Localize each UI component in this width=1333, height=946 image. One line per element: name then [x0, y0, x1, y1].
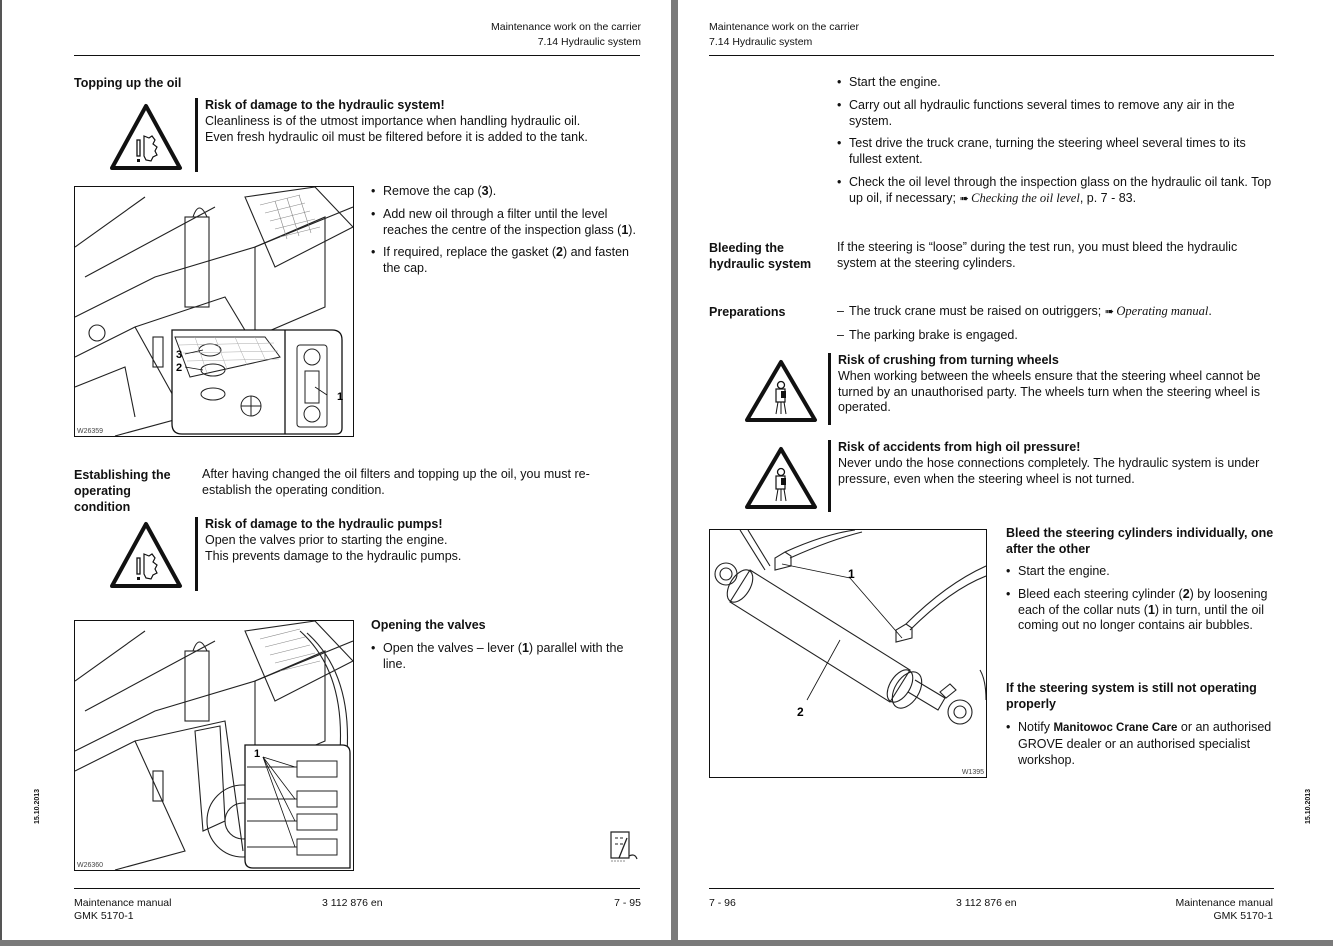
list-item: • Test drive the truck crane, turning the steering wheel several times to its fullest extent.	[837, 136, 1277, 168]
warning-bar	[195, 517, 198, 591]
warning-bar	[828, 440, 831, 512]
section-title-valves: Opening the valves	[371, 618, 486, 632]
header-section: 7.14 Hydraulic system	[537, 35, 641, 48]
margin-date: 15.10.2013	[34, 788, 41, 824]
link-arrow-icon: ➠	[959, 192, 968, 205]
warning-text: When working between the wheels ensure that the steering wheel cannot be turned by an unauthorised party. The wheels turn when the steering wheel is operated.	[838, 368, 1261, 415]
list-item: – The parking brake is engaged.	[837, 328, 1277, 344]
figure-id: W26359	[77, 428, 104, 435]
topping-steps	[371, 184, 641, 284]
warning-hydraulic-damage-icon	[108, 520, 184, 590]
warning-line: This prevents damage to the hydraulic pumps.	[205, 548, 462, 563]
warning-title: Risk of accidents from high oil pressure!	[838, 440, 1081, 454]
callout-2: 2	[797, 705, 804, 719]
figure-oil-tank	[74, 186, 354, 437]
warning-line: Cleanliness is of the utmost importance when handling hydraulic oil.	[205, 113, 581, 128]
header-chapter: Maintenance work on the carrier	[709, 21, 859, 33]
list-item: • Bleed each steering cylinder (2) by loosening each of the collar nuts (1) in turn, until the oil coming out no longer contains air bubbles.	[1006, 587, 1278, 634]
warning-line: Open the valves prior to starting the engine.	[205, 532, 448, 547]
list-item: – The truck crane must be raised on outriggers; ➠ Operating manual.	[837, 304, 1277, 321]
footer-model: GMK 5170-1	[1213, 910, 1273, 922]
warning-bar	[195, 98, 198, 172]
list-item: • Remove the cap (3).	[371, 184, 641, 200]
list-item: • If required, replace the gasket (2) and fasten the cap.	[371, 245, 641, 277]
warning-hydraulic-damage-icon	[108, 102, 184, 172]
warning-crushing-person-icon	[743, 358, 819, 424]
warning-bar	[828, 353, 831, 425]
crane-valves-illustration	[75, 621, 353, 870]
footer-manual-title: Maintenance manual	[1175, 897, 1273, 909]
section-title-bleeding: Bleeding the hydraulic system	[709, 241, 812, 271]
valves-steps	[371, 641, 641, 680]
callout-2: 2	[176, 362, 183, 374]
warning-line: Even fresh hydraulic oil must be filtered before it is added to the tank.	[205, 129, 588, 144]
page-header	[709, 20, 859, 49]
list-item: • Check the oil level through the inspection glass on the hydraulic oil tank. Top up oil, if necessary; ➠ Checking the oil level, p. 7 - 83.	[837, 175, 1277, 208]
list-item: • Open the valves – lever (1) parallel with the line.	[371, 641, 641, 673]
footer-doc-number: 3 112 876 en	[956, 897, 1017, 909]
warning-title: Risk of damage to the hydraulic system!	[205, 98, 445, 112]
footer-doc-number: 3 112 876 en	[322, 897, 383, 909]
establish-text: After having changed the oil filters and topping up the oil, you must re-establish the operating condition.	[202, 467, 590, 497]
figure-valves	[74, 620, 354, 871]
list-item: • Add new oil through a filter until the level reaches the centre of the inspection glass (1).	[371, 207, 641, 239]
list-item: • Start the engine.	[1006, 564, 1278, 580]
list-item: • Start the engine.	[837, 75, 1277, 91]
list-item: • Carry out all hydraulic functions several times to remove any air in the system.	[837, 98, 1277, 130]
header-section: 7.14 Hydraulic system	[709, 35, 813, 48]
cross-reference-link[interactable]: Operating manual	[1116, 304, 1209, 318]
footer-manual	[74, 897, 171, 923]
footer-model: GMK 5170-1	[74, 910, 134, 922]
individual-steps	[1006, 564, 1278, 641]
footer-rule	[74, 888, 640, 889]
still-steps	[1006, 720, 1278, 775]
figure-id: W1395	[961, 769, 984, 776]
right-page	[678, 0, 1333, 940]
link-arrow-icon: ➠	[1104, 306, 1113, 318]
section-title-still: If the steering system is still not operating properly	[1006, 681, 1257, 711]
header-rule	[74, 55, 640, 56]
figure-steering-cylinder	[709, 529, 987, 778]
warning-text: Never undo the hose connections completely. The hydraulic system is under pressure, even when the steering wheel is not turned.	[838, 455, 1260, 486]
callout-1: 1	[337, 391, 344, 403]
notes-page-icon	[607, 830, 641, 864]
callout-1: 1	[848, 567, 855, 581]
warning-crushing-person-icon	[743, 445, 819, 511]
section-title-individual: Bleed the steering cylinders individually, one after the other	[1006, 526, 1274, 556]
intro-steps	[837, 75, 1277, 215]
brand-name: Manitowoc Crane Care	[1053, 722, 1178, 734]
margin-date: 15.10.2013	[1305, 788, 1312, 824]
section-title-topping: Topping up the oil	[74, 76, 182, 90]
callout-1: 1	[254, 748, 261, 760]
section-title-preparations: Preparations	[709, 305, 786, 319]
preparations-list	[837, 304, 1277, 351]
list-item: • Notify Manitowoc Crane Care or an authorised GROVE dealer or an authorised specialist workshop.	[1006, 720, 1278, 768]
section-title-establish: Establishing the operating condition	[74, 468, 171, 514]
footer-page-number: 7 - 96	[709, 897, 736, 909]
page-header	[491, 20, 641, 49]
footer-manual-title: Maintenance manual	[74, 897, 172, 909]
header-rule	[709, 55, 1274, 56]
steering-cylinder-illustration	[710, 530, 986, 777]
crane-carrier-illustration	[75, 187, 353, 436]
cross-reference-link[interactable]: Checking the oil level	[971, 190, 1080, 205]
warning-title: Risk of crushing from turning wheels	[838, 353, 1059, 367]
footer-manual	[1176, 897, 1273, 923]
callout-3: 3	[176, 349, 183, 361]
footer-rule	[709, 888, 1274, 889]
warning-title: Risk of damage to the hydraulic pumps!	[205, 517, 443, 531]
header-chapter: Maintenance work on the carrier	[491, 21, 641, 33]
figure-id: W26360	[77, 862, 104, 869]
bleeding-text: If the steering is “loose” during the test run, you must bleed the hydraulic system at the steering cylinders.	[837, 240, 1238, 270]
footer-page-number: 7 - 95	[614, 897, 641, 909]
